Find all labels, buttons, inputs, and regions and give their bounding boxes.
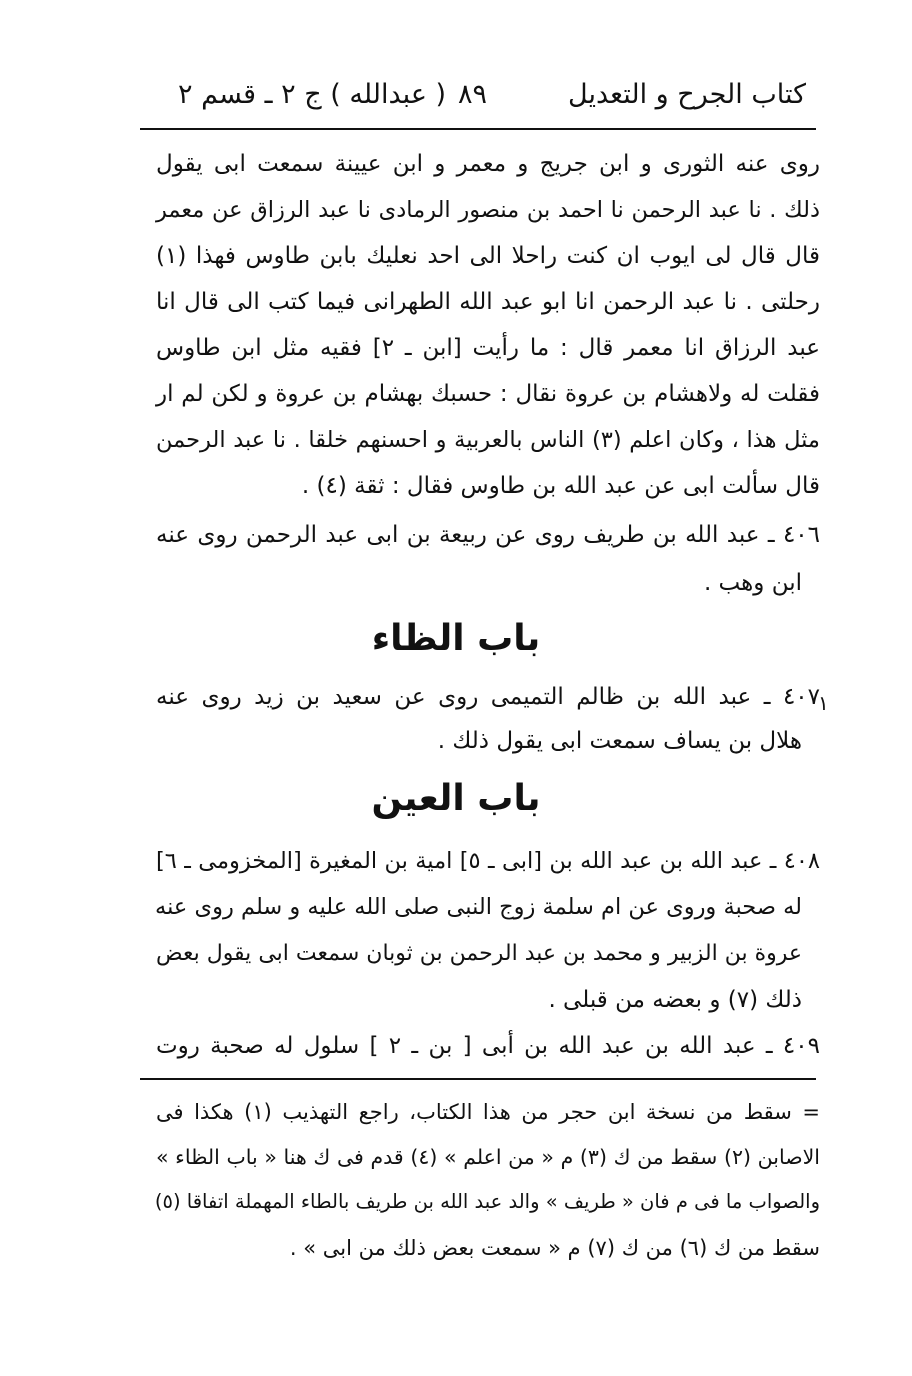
text-line: فقلت له ولاهشام بن عروة نقال : حسبك بهشام بن عروة و لكن لم ار (156, 381, 820, 407)
text-line: ذلك . نا عبد الرحمن نا احمد بن منصور الرمادى نا عبد الرزاق عن معمر (156, 197, 820, 223)
footnote-line: سقط من ك (٦) من ك (٧) م « سمعت بعض ذلك من ابى » . (289, 1236, 820, 1260)
header-section: ( عبدالله ) ج ٢ ـ قسم ٢ (178, 79, 447, 110)
text-line: رحلتى . نا عبد الرحمن انا ابو عبد الله الطهرانى فيما كتب الى قال انا (156, 289, 820, 315)
entry-408-line: له صحبة وروى عن ام سلمة زوج النبى صلى الله عليه و سلم روى عنه (155, 894, 802, 920)
entry-406-line: ٤٠٦ ـ عبد الله بن طريف روى عن ربيعة بن ابى عبد الرحمن روى عنه (156, 522, 820, 548)
entry-406-line: ابن وهب . (703, 570, 802, 596)
text-line: عبد الرزاق انا معمر قال : ما رأيت [ابن ـ ٢] فقيه مثل ابن طاوس (156, 335, 821, 361)
text-line: روى عنه الثورى و ابن جريج و معمر و ابن عيينة سمعت ابى يقول (156, 151, 820, 177)
entry-407-line: ٤٠٧ ـ عبد الله بن ظالم التميمى روى عن سعيد بن زيد روى عنه (156, 684, 820, 710)
entry-409-line: ٤٠٩ ـ عبد الله بن عبد الله بن أبى [ بن ـ ٢ ] سلول له صحبة روت (156, 1033, 820, 1059)
entry-407-line: هلال بن يساف سمعت ابى يقول ذلك . (437, 728, 802, 754)
section-heading-ain: باب العين (371, 778, 541, 819)
margin-mark: ١ (818, 691, 829, 715)
entry-408-line: عروة بن الزبير و محمد بن عبد الرحمن بن ثوبان سمعت ابى يقول بعض (156, 941, 802, 966)
footnote-rule (140, 1078, 816, 1080)
text-line: قال سألت ابى عن عبد الله بن طاوس فقال : ثقة (٤) . (301, 473, 820, 499)
footnote-line: الاصابن (٢) سقط من ك (٣) م « من اعلم » (٤) قدم فى ك هنا « باب الظاء » (156, 1145, 820, 1169)
header-rule (140, 128, 816, 130)
header-book-title: كتاب الجرح و التعديل (568, 79, 806, 110)
entry-408-line: ذلك (٧) و بعضه من قبلى . (548, 987, 802, 1013)
text-line: قال قال لى ايوب ان كنت راحلا الى احد نعليك بابن طاوس فهذا (١) (156, 243, 820, 269)
footnote-line: والصواب ما فى م فان « طريف » والد عبد الله بن طريف بالطاء المهملة اتفاقا (٥) (154, 1190, 820, 1213)
page-number: ٨٩ (458, 79, 488, 110)
running-header (140, 74, 816, 124)
footnote-line: = سقط من نسخة ابن حجر من هذا الكتاب، راجع التهذيب (١) هكذا فى (156, 1100, 821, 1124)
section-heading-za: باب الظاء (371, 618, 541, 659)
entry-408-line: ٤٠٨ ـ عبد الله بن عبد الله بن [ابى ـ ٥] امية بن المغيرة [المخزومى ـ ٦] (156, 848, 820, 874)
text-line: مثل هذا ، وكان اعلم (٣) الناس بالعربية و احسنهم خلقا . نا عبد الرحمن (156, 427, 820, 453)
